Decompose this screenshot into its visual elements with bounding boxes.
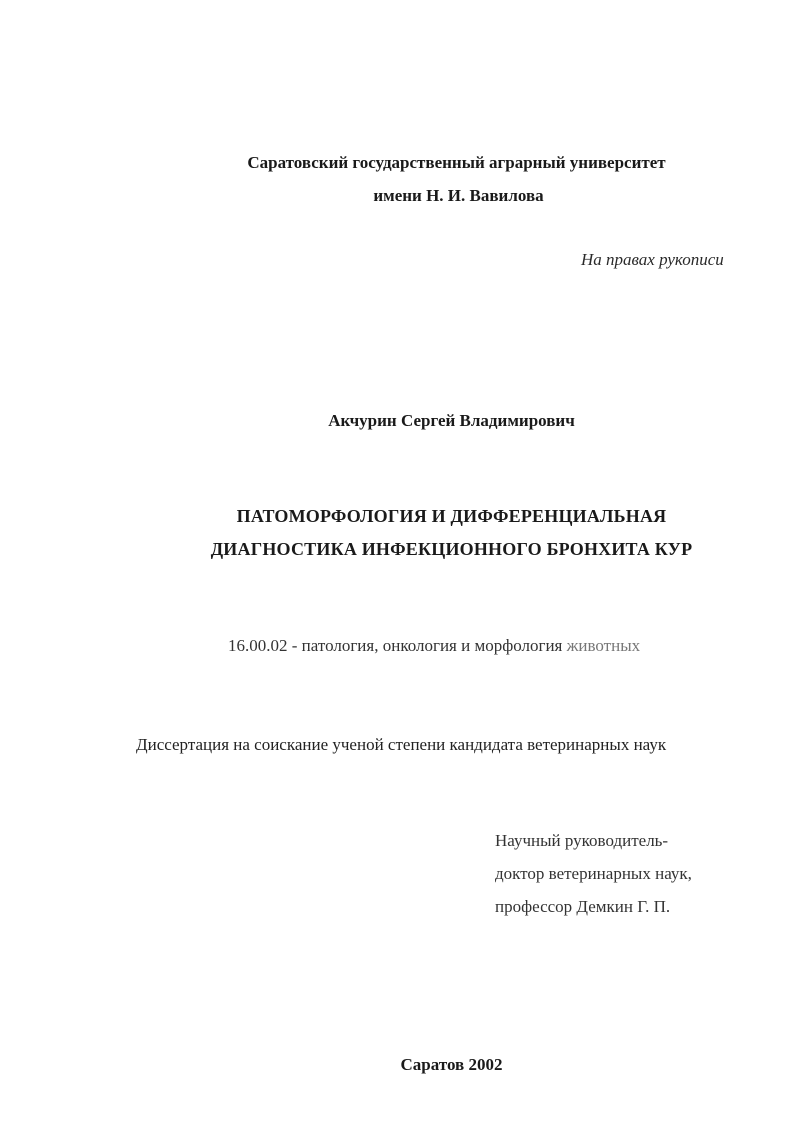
supervisor-degree: доктор ветеринарных наук, — [495, 864, 692, 883]
university-name: Саратовский государственный аграрный университет — [247, 153, 666, 172]
supervisor-role: Научный руководитель- — [495, 831, 669, 850]
author-name: Акчурин Сергей Владимирович — [328, 411, 575, 430]
specialty-text: 16.00.02 - патология, онкология и морфология — [228, 636, 563, 655]
city-year: Саратов 2002 — [400, 1055, 503, 1074]
specialty-code — [228, 636, 640, 656]
dissertation-title-line1: ПАТОМОРФОЛОГИЯ И ДИФФЕРЕНЦИАЛЬНАЯ — [236, 506, 667, 526]
degree-statement: Диссертация на соискание ученой степени кандидата ветеринарных наук — [136, 735, 667, 754]
manuscript-rights-note: На правах рукописи — [581, 250, 724, 269]
supervisor-name: профессор Демкин Г. П. — [495, 897, 671, 916]
dissertation-title-line2: ДИАГНОСТИКА ИНФЕКЦИОННОГО БРОНХИТА КУР — [210, 539, 693, 559]
university-named-after: имени Н. И. Вавилова — [373, 186, 544, 205]
specialty-text-end: животных — [562, 636, 641, 655]
